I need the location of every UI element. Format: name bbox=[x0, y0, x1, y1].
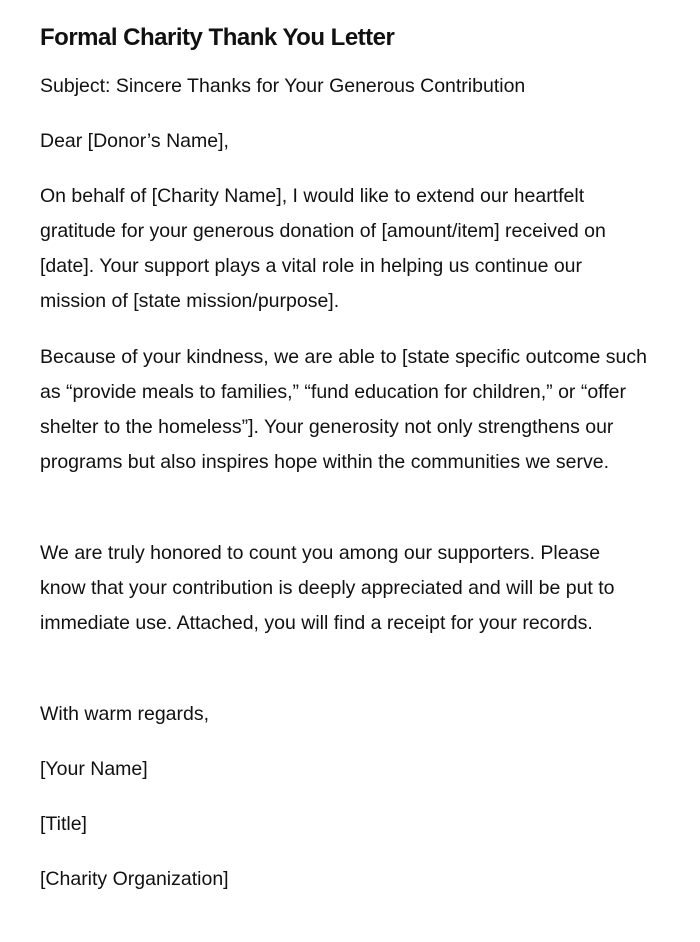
signer-organization: [Charity Organization] bbox=[40, 868, 229, 890]
signer-name: [Your Name] bbox=[40, 758, 148, 780]
closing: With warm regards, bbox=[40, 703, 210, 725]
page-title: Formal Charity Thank You Letter bbox=[40, 24, 395, 51]
paragraph-2: Because of your kindness, we are able to [state specific outcome such as “provide meals to families,” “fund education for children,” or “offer shelter to the homeless”]. Your generosity not only strengthens our programs but also inspires hope within the communities we serve. bbox=[40, 346, 647, 473]
signer-title: [Title] bbox=[40, 813, 87, 835]
greeting: Dear [Donor’s Name], bbox=[40, 130, 229, 152]
subject-line: Subject: Sincere Thanks for Your Generous Contribution bbox=[40, 75, 526, 97]
paragraph-1: On behalf of [Charity Name], I would like to extend our heartfelt gratitude for your generous donation of [amount/item] received on [date]. Your support plays a vital role in helping us continue our mission of [state mission/purpose]. bbox=[40, 185, 606, 312]
paragraph-3: We are truly honored to count you among our supporters. Please know that your contribution is deeply appreciated and will be put to immediate use. Attached, you will find a receipt for your records. bbox=[40, 542, 615, 634]
